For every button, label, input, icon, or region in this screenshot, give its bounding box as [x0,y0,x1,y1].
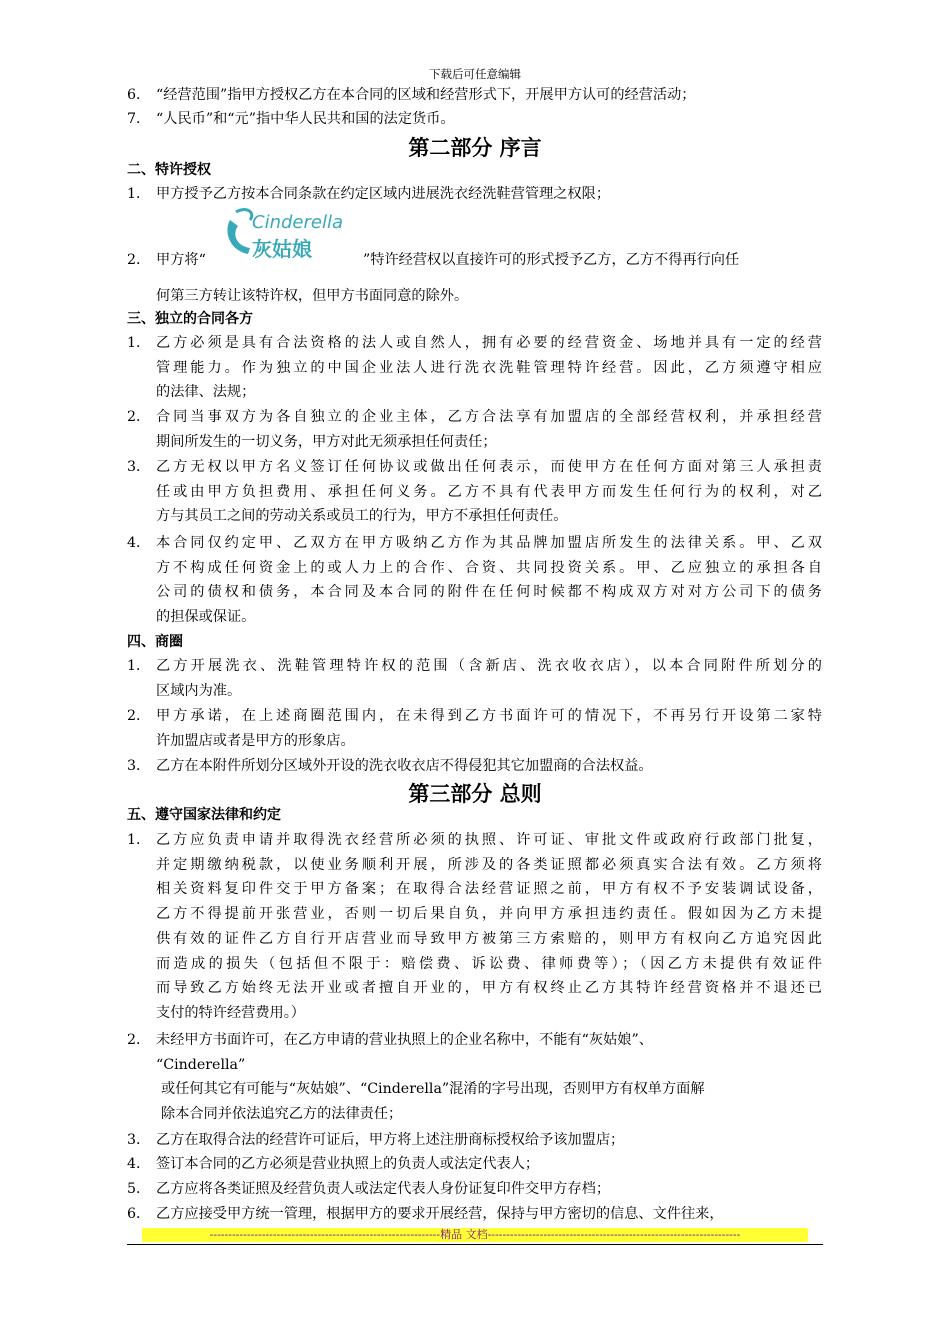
item-text-line: 任或由甲方负担费用、承担任何义务。乙方不具有代表甲方而发生任何行为的权利，对乙 [156,483,822,500]
item-text-line: 未经甲方书面许可，在乙方申请的营业执照上的企业名称中，不能有“灰姑娘”、 [156,1032,653,1048]
item-text-line: 乙方必须是具有合法资格的法人或自然人，拥有必要的经营资金、场地并具有一定的经营 [156,335,822,351]
item-number: 2． [127,1032,151,1048]
item-text: “经营范围”指甲方授权乙方在本合同的区域和经营形式下，开展甲方认可的经营活动； [156,87,696,103]
part-three-title: 第三部分 总则 [408,782,542,806]
item-text-line: 的法律、法规； [156,384,256,401]
item-text-line: 许加盟店或者是甲方的形象店。 [156,732,355,749]
cinderella-logo [222,206,362,266]
item-number: 4． [127,1156,151,1172]
section-heading: 三、独立的合同各方 [127,311,253,327]
item-text-line: 管理能力。作为独立的中国企业法人进行洗衣洗鞋管理特许经营。因此，乙方须遵守相应 [156,359,822,376]
section-heading: 四、商圈 [127,634,183,650]
item-text-line: 乙方开展洗衣、洗鞋管理特许权的范围（含新店、洗衣收衣店），以本合同附件所划分的 [156,658,822,674]
item-text-line: 乙方无权以甲方名义签订任何协议或做出任何表示，而使甲方在任何方面对第三人承担责 [156,459,822,475]
item-text-line: 乙方在本附件所划分区域外开设的洗衣收衣店不得侵犯其它加盟商的合法权益。 [156,758,653,774]
item-number: 2． [127,252,151,268]
item-text: “人民币”和“元”指中华人民共和国的法定货币。 [156,111,455,127]
item-number: 3． [127,459,151,475]
item-text-line: 而导致乙方始终无法开业或者擅自开业的，甲方有权终止乙方其特许经营资格并不退还已 [156,980,822,997]
item-text-line: 方与其员工之间的劳动关系或员工的行为，甲方不承担任何责任。 [156,508,568,525]
logo-latin-text: Cinderella [252,212,343,233]
item-text: 乙方在取得合法的经营许可证后，甲方将上述注册商标授权给予该加盟店； [156,1132,625,1148]
item-text-line: 甲方承诺，在上述商圈范围内，在未得到乙方书面许可的情况下，不再另行开设第二家特 [156,708,822,724]
item-text-line: 乙方应负责申请并取得洗衣经营所必须的执照、许可证、审批文件或政府行政部门批复， [156,832,822,848]
logo-cjk-text: 灰姑娘 [252,237,312,261]
item-number: 5． [127,1181,151,1197]
item-text-line: 供有效的证件乙方自行开店营业而导致甲方被第三方索赔的，则甲方有权向乙方追究因此 [156,930,822,947]
item-number: 7． [127,111,151,127]
item-text: 甲方将“ [156,252,206,268]
item-text-line: 公司的债权和债务，本合同及本合同的附件在任何时候都不构成双方对对方公司下的债务 [156,584,822,601]
item-text: 乙方应将各类证照及经营负责人或法定代表人身份证复印件交甲方存档； [156,1181,611,1197]
item-text-line: 的担保或保证。 [156,609,256,626]
item-text: 签订本合同的乙方必须是营业执照上的负责人或法定代表人； [156,1156,540,1172]
item-text-line: 乙方不得提前开张营业，否则一切后果自负，并向甲方承担违约责任。假如因为乙方未提 [156,906,822,923]
item-number: 2． [127,409,151,425]
footer-text: --------------------------------------------------------------精品 文档-------------------------------------------------------------------- [209,1228,741,1241]
item-text-line: 并定期缴纳税款，以使业务顺利开展，所涉及的各类证照都必须真实合法有效。乙方须将 [156,856,822,873]
item-number: 2． [127,708,151,724]
item-text-line: 本合同仅约定甲、乙双方在甲方吸纳乙方作为其品牌加盟店所发生的法律关系。甲、乙双 [156,535,822,551]
footer-rule [127,1244,823,1245]
item-text: 乙方应接受甲方统一管理，根据甲方的要求开展经营，保持与甲方密切的信息、文件往来， [156,1206,724,1222]
item-text-line: 除本合同并依法追究乙方的法律责任； [161,1106,403,1123]
item-number: 1． [127,832,151,848]
section-heading: 二、特许授权 [127,162,211,178]
item-text-line: 而造成的损失（包括但不限于：赔偿费、诉讼费、律师费等）；（因乙方未提供有效证件 [156,955,822,972]
item-text-line: 方不构成任何资金上的或人力上的合作、合资、共同投资关系。甲、乙应独立的承担各自 [156,559,822,576]
item-text-line: 支付的特许经营费用。） [156,1004,305,1021]
item-number: 4． [127,535,151,551]
item-number: 3． [127,758,151,774]
item-text-line: 合同当事双方为各自独立的企业主体，乙方合法享有加盟店的全部经营权利，并承担经营 [156,409,822,425]
cinderella-logo-graphic [222,206,362,266]
section-heading: 五、遵守国家法律和约定 [127,807,281,823]
item-text-line: 区域内为准。 [156,682,242,699]
item-text-line: 期间所发生的一切义务，甲方对此无须承担任何责任； [156,433,497,450]
part-two-title: 第二部分 序言 [408,136,542,160]
item-text-line: “Cinderella” [156,1056,246,1073]
item-number: 6． [127,1206,151,1222]
item-number: 1． [127,186,151,202]
item-number: 6． [127,87,151,103]
item-number: 1． [127,658,151,674]
item-text-line: 或任何其它有可能与“灰姑娘”、“Cinderella”混淆的字号出现，否则甲方有权单方面解 [161,1081,705,1098]
item-number: 3． [127,1132,151,1148]
item-text: 甲方授予乙方按本合同条款在约定区域内进展洗衣经洗鞋营管理之权限； [156,186,611,202]
item-text: ”特许经营权以直接许可的形式授予乙方，乙方不得再行向任 [363,252,740,268]
item-text-line: 相关资料复印件交于甲方备案；在取得合法经营证照之前，甲方有权不予安装调试设备， [156,881,822,898]
page-header: 下载后可任意编辑 [429,67,521,81]
item-number: 1． [127,335,151,351]
item-text-continued: 何第三方转让该特许权，但甲方书面同意的除外。 [156,288,469,304]
